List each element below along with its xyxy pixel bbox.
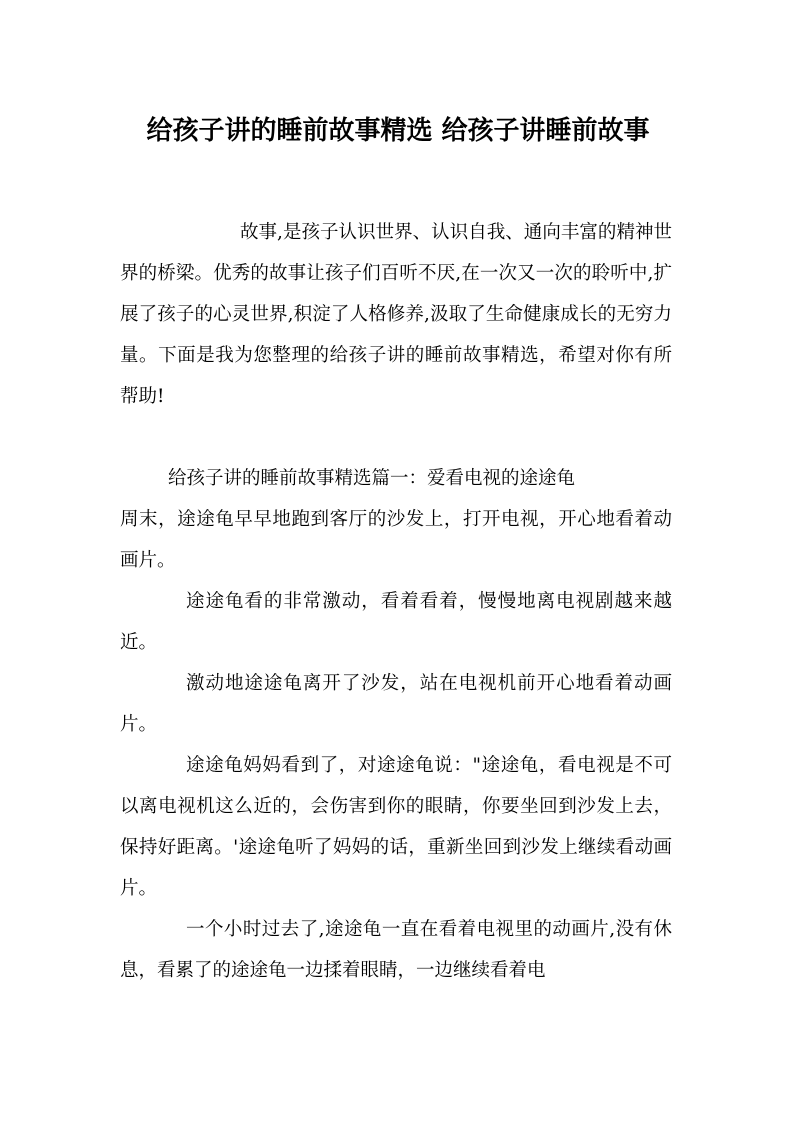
document-body: [120, 212, 672, 991]
story-paragraph: 周末，途途龟早早地跑到客厅的沙发上，打开电视，开心地看着动画片。: [120, 509, 672, 571]
section-heading: 给孩子讲的睡前故事精选篇一：爱看电视的途途龟: [168, 468, 576, 489]
story-paragraph: 途途龟看的非常激动，看着看着，慢慢地离电视剧越来越近。: [120, 591, 672, 653]
story-paragraph: 激动地途途龟离开了沙发，站在电视机前开心地看着动画片。: [120, 673, 672, 735]
story-paragraph: 途途龟妈妈看到了，对途途龟说："途途龟，看电视是不可以离电视机这么近的，会伤害到你的眼睛，你要坐回到沙发上去，保持好距离。'途途龟听了妈妈的话，重新坐回到沙发上继续看动画片。: [120, 755, 672, 899]
paragraph-spacer: [120, 417, 672, 458]
intro-paragraph: 故事,是孩子认识世界、认识自我、通向丰富的精神世界的桥梁。优秀的故事让孩子们百听不厌,在一次又一次的聆听中,扩展了孩子的心灵世界,积淀了人格修养,汲取了生命健康成长的无穷力量。下面是我为您整理的给孩子讲的睡前故事精选，希望对你有所帮助!: [120, 222, 672, 407]
document-title: 给孩子讲的睡前故事精选 给孩子讲睡前故事: [146, 116, 650, 146]
story-paragraph: 一个小时过去了,途途龟一直在看着电视里的动画片,没有休息，看累了的途途龟一边揉着眼睛，一边继续看着电: [120, 919, 672, 981]
